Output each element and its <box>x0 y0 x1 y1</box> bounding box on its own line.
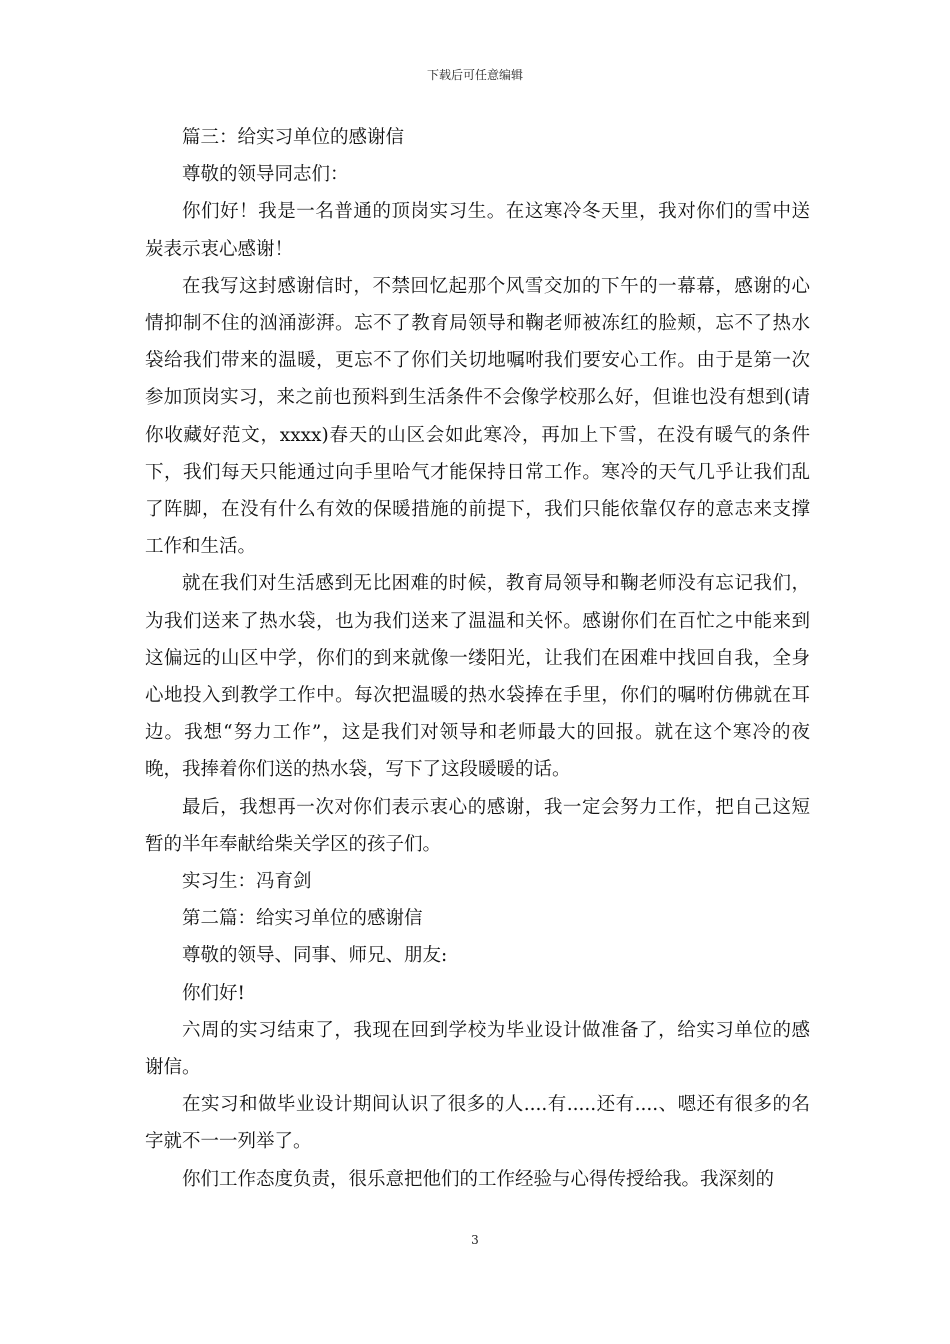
page-number: 3 <box>471 1233 479 1247</box>
paragraph: 你们工作态度负责，很乐意把他们的工作经验与心得传授给我。我深刻的 <box>182 1168 775 1190</box>
paragraph: 六周的实习结束了，我现在回到学校为毕业设计做准备了，给实习单位的感谢信。 <box>145 1019 810 1079</box>
section-title: 第二篇：给实习单位的感谢信 <box>182 908 423 930</box>
paragraph: 就在我们对生活感到无比困难的时候，教育局领导和鞠老师没有忘记我们，为我们送来了热水袋，也为我们送来了温温和关怀。感谢你们在百忙之中能来到这偏远的山区中学，你们的到来就像一缕阳光，让我们在困难中找回自我，全身心地投入到教学工作中。每次把温暖的热水袋捧在手里，你们的嘱咐仿佛就在耳边。我想“努力工作”，这是我们对领导和老师最大的回报。就在这个寒冷的夜晚，我捧着你们送的热水袋，写下了这段暖暖的话。 <box>145 573 810 781</box>
page-header: 下载后可任意编辑 <box>426 68 523 82</box>
greeting: 你们好! <box>182 982 245 1004</box>
paragraph: 在实习和做毕业设计期间认识了很多的人....有.....还有....、嗯还有很多的名字就不一一列举了。 <box>145 1094 810 1153</box>
paragraph: 最后，我想再一次对你们表示衷心的感谢，我一定会努力工作，把自己这短暂的半年奉献给柴关学区的孩子们。 <box>145 796 810 855</box>
salutation: 尊敬的领导、同事、师兄、朋友: <box>182 945 448 967</box>
paragraph: 在我写这封感谢信时，不禁回忆起那个风雪交加的下午的一幕幕，感谢的心情抑制不住的汹涌澎湃。忘不了教育局领导和鞠老师被冻红的脸颊，忘不了热水袋给我们带来的温暖，更忘不了你们关切地嘱咐我们要安心工作。由于是第一次参加顶岗实习，来之前也预料到生活条件不会像学校那么好，但谁也没有想到(请你收藏好范文，xxxx)春天的山区会如此寒冷，再加上下雪，在没有暖气的条件下，我们每天只能通过向手里哈气才能保持日常工作。寒冷的天气几乎让我们乱了阵脚，在没有什么有效的保暖措施的前提下，我们只能依靠仅存的意志来支撑工作和生活。 <box>145 275 810 558</box>
paragraph: 你们好！我是一名普通的顶岗实习生。在这寒冷冬天里，我对你们的雪中送炭表示衷心感谢！ <box>145 201 810 260</box>
section-title: 篇三：给实习单位的感谢信 <box>182 127 405 148</box>
salutation: 尊敬的领导同志们： <box>182 164 349 186</box>
document-body <box>145 119 810 1198</box>
signature-line: 实习生：冯育剑 <box>182 871 312 893</box>
